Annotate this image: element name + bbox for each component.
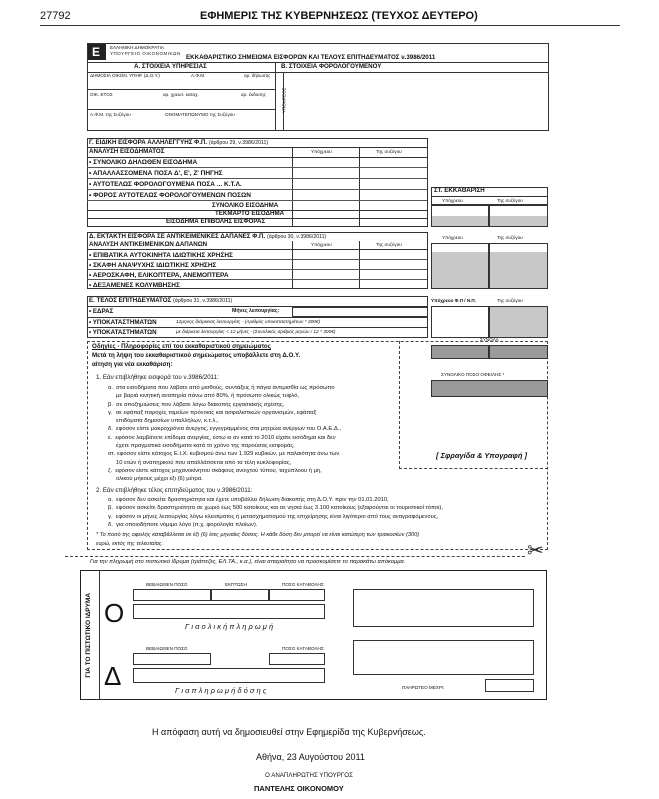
st-col2b: Της συζύγου bbox=[497, 235, 523, 240]
section-g-row-label: • ΑΠΑΛΛΑΣΣΟΜΕΝΑ ΠΟΣΑ Δ', Ε', Ζ' ΠΗΓΗΣ bbox=[89, 170, 223, 177]
instruction-line: α. εφόσον δεν ασκείτε δραστηριότητα και έχετε υποβάλλει δήλωση διακοπής στη Δ.Ο.Υ. πριν την 01.01.2010, bbox=[108, 497, 389, 503]
ministry-label: ΥΠΟΥΡΓΕΙΟ ΟΙΚΟΝΟΜΙΚΩΝ bbox=[110, 51, 181, 56]
instructions-lines1 bbox=[108, 384, 341, 484]
section-d-row-label: • ΔΕΞΑΜΕΝΕΣ ΚΟΛΥΜΒΗΣΗΣ bbox=[89, 282, 180, 289]
instruction-line: β. σε αποζημιώσεις που λάβατε λόγω διακοπής εργασιακής σχέσης, bbox=[108, 401, 285, 408]
st-col2c: Της συζύγου bbox=[497, 298, 523, 303]
section-d-col1: Υπόχρεου bbox=[311, 242, 332, 247]
ar-xreou-label: αρ. χρεωτ. καταχ. bbox=[163, 92, 199, 97]
instruction-line: 10 ετών ή αναπηρικού που απαλλάσσεται από τα τέλη κυκλοφορίας, bbox=[108, 459, 292, 466]
installment-label: Γ ι α π λ η ρ ω μ ή δ ό σ η ς bbox=[175, 686, 267, 695]
poso-kat2-label: ΠΟΣΟ ΚΑΤΑΒΟΛΗΣ bbox=[282, 646, 324, 651]
instructions-p2: 2. Εάν επιβλήθηκε τέλος επιτηδεύματος του ν.3986/2011: bbox=[96, 487, 253, 494]
section-e-ref: (άρθρου 31, ν.3986/2011) bbox=[172, 298, 233, 304]
afm-syzygou-label: Α.Φ.Μ. της Συζύγου bbox=[90, 112, 131, 117]
doy-label: ΔΗΜΟΣΙΑ ΟΙΚΟΝ. ΥΠΗΡ. (Δ.Ο.Υ.) bbox=[90, 73, 160, 78]
cut-line bbox=[65, 556, 525, 557]
inst-scan-box bbox=[353, 640, 534, 675]
publish-statement: Η απόφαση αυτή να δημοσιευθεί στην Εφημερίδα της Κυβερνήσεως. bbox=[152, 727, 426, 737]
divider bbox=[431, 196, 548, 197]
ar-ekdosis-label: αρ. έκδοσης bbox=[241, 92, 266, 97]
inst-code-field[interactable] bbox=[133, 668, 325, 683]
scissors-icon: ✂ bbox=[527, 540, 544, 562]
section-d-row-label: • ΣΚΑΦΗ ΑΝΑΨΥΧΗΣ ΙΔΙΩΤΙΚΗΣ ΧΡΗΣΗΣ bbox=[89, 262, 217, 269]
total-epivolis: ΕΙΣΟΔΗΜΑ ΕΠΙΒΟΛΗΣ ΕΙΣΦΟΡΑΣ bbox=[166, 218, 266, 225]
vertical-ypoxreos: ΥΠΟΧΡΕΟΣ bbox=[281, 87, 287, 114]
st-col1b: Υπόχρεου bbox=[442, 235, 463, 240]
instruction-line: έχετε πραγματικά εισοδήματα κατά το χρόνο της παρούσας εισφοράς, bbox=[108, 443, 295, 450]
big-o: Ο bbox=[104, 598, 125, 628]
instruction-line: δ. εφόσον είστε μακροχρόνια άνεργος, εγγεγραμμένος στα μητρώα ανέργων του Ο.Α.Ε.Δ., bbox=[108, 426, 341, 433]
instruction-line: επιδόματα δημοσίων υπαλλήλων, κ.τ.λ., bbox=[108, 418, 219, 425]
section-g-row bbox=[87, 179, 427, 190]
instruction-line: α. στα εισοδήματα που λάβατε από μισθούς, συντάξεις ή πάγια αντιμισθία ως πρόσωπο bbox=[108, 385, 335, 391]
oik-etos-label: ΟΙΚ. ΕΤΟΣ bbox=[90, 92, 113, 97]
instruction-line: β. εφόσον ασκείτε δραστηριότητα σε χωριό έως 500 κατοίκους και σε νησιά έως 3.100 κατοίκους (εξαιρούνται οι τουριστικοί τόποι), bbox=[108, 505, 443, 512]
synoliko-poso-label: ΣΥΝΟΛΙΚΟ ΠΟΣΟ ΟΦΕΙΛΗΣ * bbox=[441, 372, 505, 377]
section-a-title: Α. ΣΤΟΙΧΕΙΑ ΥΠΗΡΕΣΙΑΣ bbox=[134, 63, 207, 70]
section-d-ref: (άρθρου 30, ν.3986/2011) bbox=[266, 234, 327, 240]
section-g-col1: Υπόχρεου bbox=[311, 149, 332, 154]
synoliko-poso-field bbox=[431, 380, 548, 397]
st-shade bbox=[490, 216, 547, 226]
section-g-ref: (άρθρου 29, ν.3986/2011) bbox=[208, 140, 269, 146]
instructions-title: Οδηγίες - Πληροφορίες επί του εκκαθαριστικού σημειώματος bbox=[92, 343, 271, 350]
veb1-label: ΒΕΒΑΙΩΘΕΝ ΠΟΣΟ bbox=[146, 582, 188, 587]
section-g-row-label: • ΣΥΝΟΛΙΚΟ ΔΗΛΩΘΕΝ ΕΙΣΟΔΗΜΑ bbox=[89, 159, 198, 166]
poso-kat2-field[interactable] bbox=[269, 653, 325, 665]
instruction-line: γ. σε εφάπαξ παροχές ταμείων πρόνοιας και ασφαλιστικών οργανισμών, εφάπαξ bbox=[108, 409, 317, 416]
st-col2: Της συζύγου bbox=[497, 198, 523, 203]
section-e-ypok1: • ΥΠΟΚΑΤΑΣΤΗΜΑΤΩΝ bbox=[89, 319, 157, 326]
section-st-title: ΣΤ. ΕΚΚΑΘΑΡΙΣΗ bbox=[434, 187, 485, 194]
veb2-field[interactable] bbox=[133, 653, 211, 665]
section-g-title bbox=[89, 140, 268, 146]
instruction-line: ζ. εφόσον είστε κάτοχος μηχανοκίνητου σκάφους ανοιχτού τύπου, ταχύπλοου ή μη, bbox=[108, 467, 322, 474]
synola-label: ΣΥΝΟΛΑ bbox=[480, 337, 499, 342]
section-d-analysis: ΑΝΑΛΥΣΗ ΑΝΤΙΚΕΙΜΕΝΙΚΩΝ ΔΑΠΑΝΩΝ bbox=[89, 241, 208, 248]
poso-kat1-field[interactable] bbox=[269, 589, 325, 601]
section-e-ypok1-note: 12μηνης διάρκειας λειτουργίας - (Αριθμός υποκαταστημάτων * 300€) bbox=[176, 320, 321, 325]
divider bbox=[275, 72, 549, 73]
section-g-title-text: Γ. ΕΙΔΙΚΗ ΕΙΣΦΟΡΑ ΑΛΛΗΛΕΓΓΥΗΣ Φ.Π. bbox=[89, 139, 208, 146]
instructions-p1: 1. Εάν επιβλήθηκε εισφορά του ν.3986/2011: bbox=[96, 374, 219, 381]
section-g-row-label: • ΦΟΡΟΣ ΑΥΤΟΤΕΛΩΣ ΦΟΡΟΛΟΓΟΥΜΕΝΩΝ ΠΟΣΩΝ bbox=[89, 192, 251, 199]
section-g-row bbox=[87, 168, 427, 179]
section-e-edras: • ΕΔΡΑΣ bbox=[89, 308, 114, 315]
instruction-line: ε. εφόσον λαμβάνετε επίδομα ανεργίας, έστω κι αν κατά το 2010 είχατε εισόδημα και δεν bbox=[108, 434, 336, 441]
section-d-row bbox=[87, 280, 427, 289]
footnote-line2: ευρώ, εκτός της τελευταίας. bbox=[96, 541, 164, 547]
ar-dilosis-label: αρ. δήλωσης bbox=[244, 73, 271, 78]
section-d-row-label: • ΑΕΡΟΣΚΑΦΗ, ΕΛΙΚΟΠΤΕΡΑ, ΑΝΕΜΟΠΤΕΡΑ bbox=[89, 272, 229, 279]
st-shade bbox=[432, 252, 488, 288]
section-g-col2: Της συζύγου bbox=[376, 149, 402, 154]
section-g-row bbox=[87, 190, 427, 201]
pay-until-field[interactable] bbox=[485, 679, 534, 692]
divider bbox=[87, 109, 275, 110]
ekptosi-field[interactable] bbox=[211, 589, 269, 601]
ekptosi-label: ΕΚΠΤΩΣΗ bbox=[225, 582, 247, 587]
total-tekmarto: ΤΕΚΜΑΡΤΟ ΕΙΣΟΔΗΜΑ bbox=[215, 210, 285, 217]
signing-date: Αθήνα, 23 Αυγούστου 2011 bbox=[256, 752, 365, 762]
section-d-title-text: Δ. ΕΚΤΑΚΤΗ ΕΙΣΦΟΡΑ ΣΕ ΑΝΤΙΚΕΙΜΕΝΙΚΕΣ ΔΑΠΑΝΕΣ Φ.Π. bbox=[89, 233, 266, 240]
onomateponymo-label: ΟΝΟΜΑΤΕΠΩΝΥΜΟ της Συζύγου bbox=[165, 112, 235, 117]
st-col1: Υπόχρεου bbox=[442, 198, 463, 203]
instruction-line: δ. για οποιοδήποτε νόμιμο λόγο (π.χ. φορολογία πλοίων). bbox=[108, 521, 258, 528]
synola-field-1 bbox=[431, 345, 489, 359]
stamp-box bbox=[399, 341, 548, 469]
signer-role: Ο ΑΝΑΠΛΗΡΩΤΗΣ ΥΠΟΥΡΓΟΣ bbox=[265, 772, 353, 779]
section-d-row bbox=[87, 270, 427, 280]
form-title: ΕΚΚΑΘΑΡΙΣΤΙΚΟ ΣΗΜΕΙΩΜΑ ΕΙΣΦΟΡΩΝ ΚΑΙ ΤΕΛΟΥΣ ΕΠΙΤΗΔΕΥΜΑΤΟΣ ν.3986/2011 bbox=[186, 54, 436, 61]
synola-field-2 bbox=[489, 345, 548, 359]
instructions-intro2: αίτηση για νέα εκκαθάριση: bbox=[92, 361, 173, 368]
pay-until-label: ΠΛΗΡΩΤΕΟ ΜΕΧΡΙ: bbox=[402, 685, 445, 690]
section-e-mines: Μήνες λειτουργίας: bbox=[232, 308, 280, 314]
form-letter: E bbox=[92, 45, 101, 59]
section-e-title-text: Ε. ΤΕΛΟΣ ΕΠΙΤΗΔΕΥΜΑΤΟΣ bbox=[89, 297, 172, 304]
section-g-analysis: ΑΝΑΛΥΣΗ ΕΙΣΟΔΗΜΑΤΟΣ bbox=[89, 148, 165, 155]
full-scan-box bbox=[353, 589, 534, 627]
section-e-ypok2-note: με διάρκεια λειτουργίας < 12 μήνες - (Συνολικός αριθμός μηνών / 12 * 300€) bbox=[176, 330, 336, 335]
st-col1c: Υπόχρεου Φ.Π / Ν.Π. bbox=[431, 298, 477, 303]
republic-label: ΕΛΛΗΝΙΚΗ ΔΗΜΟΚΡΑΤΙΑ bbox=[110, 45, 164, 50]
veb1-field[interactable] bbox=[133, 589, 211, 601]
afm-label: Α.Φ.Μ. bbox=[191, 73, 206, 78]
gazette-title: ΕΦΗΜΕΡΙΣ ΤΗΣ ΚΥΒΕΡΝΗΣΕΩΣ (ΤΕΥΧΟΣ ΔΕΥΤΕΡΟ) bbox=[200, 10, 478, 22]
poso-kat1-label: ΠΟΣΟ ΚΑΤΑΒΟΛΗΣ bbox=[282, 582, 324, 587]
section-d-row-label: • ΕΠΙΒΑΤΙΚΑ ΑΥΤΟΚΙΝΗΤΑ ΙΔΙΩΤΙΚΗΣ ΧΡΗΣΗΣ bbox=[89, 252, 233, 259]
instructions-lines2 bbox=[108, 496, 443, 529]
stub-vertical-label: ΓΙΑ ΤΟ ΠΙΣΤΩΤΙΚΟ ΙΔΡΥΜΑ bbox=[84, 592, 92, 678]
section-d-col2: Της συζύγου bbox=[376, 242, 402, 247]
instruction-line: ολικού μήκους μέχρι έξι (6) μέτρα. bbox=[108, 476, 203, 483]
section-d-row bbox=[87, 250, 427, 260]
section-e-ypok2: • ΥΠΟΚΑΤΑΣΤΗΜΑΤΩΝ bbox=[89, 329, 157, 336]
instruction-line: με βαριά κινητική αναπηρία πάνω από 80%, ή πρόσωπο ολικώς τυφλό, bbox=[108, 393, 300, 400]
veb2-label: ΒΕΒΑΙΩΘΕΝ ΠΟΣΟ bbox=[146, 646, 188, 651]
divider bbox=[87, 317, 428, 318]
section-g-row bbox=[87, 157, 427, 168]
section-e-title bbox=[89, 298, 232, 304]
signer-name: ΠΑΝΤΕΛΗΣ ΟΙΚΟΝΟΜΟΥ bbox=[254, 784, 344, 793]
st-shade bbox=[432, 216, 488, 226]
divider bbox=[99, 570, 100, 700]
header-rule bbox=[40, 25, 620, 26]
divider bbox=[87, 327, 428, 328]
section-b-title: Β. ΣΤΟΙΧΕΙΑ ΦΟΡΟΛΟΓΟΥΜΕΝΟΥ bbox=[281, 63, 382, 70]
full-code-field[interactable] bbox=[133, 604, 325, 619]
st-cell-e bbox=[431, 306, 489, 338]
st-shade bbox=[490, 307, 547, 337]
big-d: Δ bbox=[104, 661, 122, 691]
page-number: 27792 bbox=[40, 10, 71, 22]
full-pay-label: Γ ι α ο λ ι κ ή π λ η ρ ω μ ή bbox=[185, 622, 274, 631]
stamp-signature: [ Σφραγίδα & Υπογραφή ] bbox=[436, 451, 527, 460]
months-field[interactable] bbox=[292, 307, 428, 317]
section-d-row bbox=[87, 260, 427, 270]
total-synoliko: ΣΥΝΟΛΙΚΟ ΕΙΣΟΔΗΜΑ bbox=[212, 202, 279, 209]
instruction-line: στ. εφόσον είστε κάτοχος Ε.Ι.Χ. κυβισμού άνω των 1.929 κυβικών, με παλαιότητα άνω των bbox=[108, 451, 340, 458]
st-shade bbox=[490, 252, 547, 288]
section-d-title bbox=[89, 234, 326, 240]
section-g-row-label: • ΑΥΤΟΤΕΛΩΣ ΦΟΡΟΛΟΓΟΥΜΕΝΑ ΠΟΣΑ ... Κ.Τ.Λ. bbox=[89, 181, 242, 188]
divider bbox=[87, 89, 275, 90]
footnote-line1: * Το ποσό της οφειλής καταβάλλεται σε έξι (6) ίσες μηνιαίες δόσεις. Η κάθε δόση δεν μπορεί να είναι κατώτερη των τριακοσίων (300) bbox=[96, 532, 420, 538]
instructions-intro1: Μετά τη λήψη του εκκαθαριστικού σημειώματος υποβάλλετε στη Δ.Ο.Υ. bbox=[92, 352, 301, 359]
cut-note: Για την πληρωμή στο πιστωτικό ίδρυμα (τράπεζες, ΕΛ.ΤΑ., κ.α.), είναι απαραίτητο να προσκομίσετε το παρακάτω απόκομμα. bbox=[90, 559, 406, 565]
instruction-line: γ. εφόσον οι μήνες λειτουργίας λόγω κλεισίματος ή μετασχηματισμού της επιχείρησης είναι λιγότεροι από τους αναγραφόμενους, bbox=[108, 513, 439, 520]
